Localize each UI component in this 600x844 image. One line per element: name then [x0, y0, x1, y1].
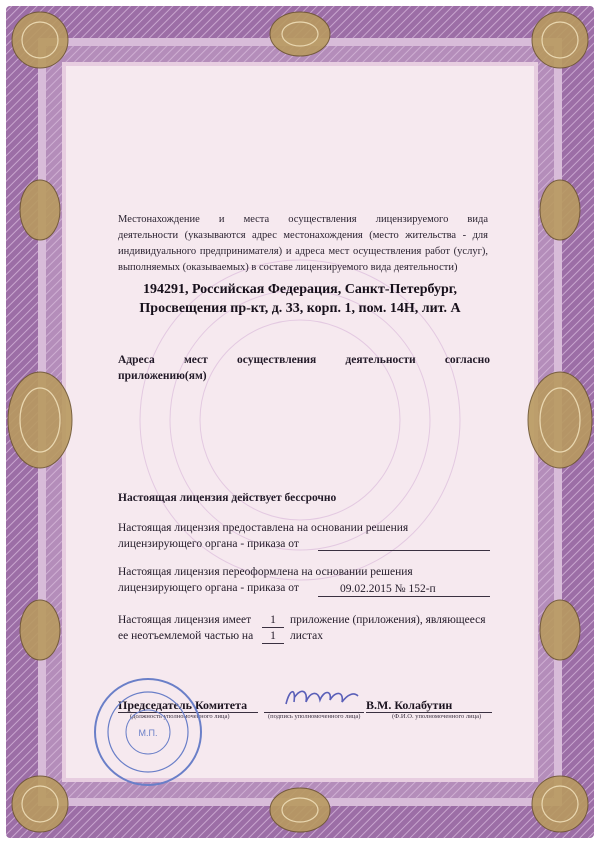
right-ornament-upper — [540, 180, 580, 240]
appendix-line2-left: ее неотъемлемой частью на — [118, 630, 254, 642]
corner-ornament-br — [532, 776, 588, 832]
left-ornament-upper — [20, 180, 60, 240]
appendix-count1: 1 — [270, 614, 276, 626]
left-ornament — [8, 372, 72, 468]
location-heading-line2: деятельности (указываются адрес местонахождения (место жительства - для — [118, 230, 488, 241]
official-seal — [92, 676, 204, 788]
appendix-line1-right: приложение (приложения), являющееся — [290, 614, 486, 626]
signatory-name: В.М. Колабутин — [366, 698, 453, 712]
annex-places-line1: Адреса мест осуществления деятельности согласно — [118, 354, 490, 366]
reissued-line1: Настоящая лицензия переоформлена на основании решения — [118, 566, 413, 578]
bottom-ornament — [270, 788, 330, 832]
right-ornament — [528, 372, 592, 468]
corner-ornament-tr — [532, 12, 588, 68]
appendix-count2: 1 — [270, 630, 276, 642]
annex-places-line2: приложению(ям) — [118, 370, 207, 382]
appendix-line2-right: листах — [290, 630, 324, 642]
sign-caption: (подпись уполномоченного лица) — [268, 713, 361, 720]
address-line1: 194291, Российская Федерация, Санкт-Петербург, — [142, 282, 458, 297]
corner-ornament-bl — [12, 776, 68, 832]
position-caption: (должность уполномоченного лица) — [130, 713, 230, 720]
right-ornament-lower — [540, 600, 580, 660]
appendix-line1-left: Настоящая лицензия имеет — [118, 614, 252, 626]
granted-underline — [318, 550, 490, 551]
granted-line2: лицензирующего органа - приказа от — [118, 538, 299, 550]
address-line2: Просвещения пр-кт, д. 33, корп. 1, пом. 14Н, лит. А — [139, 301, 461, 316]
granted-line1: Настоящая лицензия предоставлена на основании решения — [118, 522, 409, 534]
reissued-line2: лицензирующего органа - приказа от — [118, 582, 299, 594]
location-heading-line3: индивидуального предпринимателя) и адреса мест осуществления работ (услуг), — [118, 246, 488, 257]
location-heading-line1: Местонахождение и места осуществления лицензируемого вида — [118, 214, 488, 225]
reissued-underline — [318, 596, 490, 597]
appendix-count2-underline — [262, 643, 284, 644]
location-heading-line4: выполняемых (оказываемых) в составе лицензируемого вида деятельности) — [118, 262, 458, 273]
signature-scrawl — [282, 684, 362, 712]
name-caption: (Ф.И.О. уполномоченного лица) — [392, 713, 482, 720]
reissued-date: 09.02.2015 № 152-п — [340, 583, 436, 595]
top-ornament — [270, 12, 330, 56]
left-ornament-lower — [20, 600, 60, 660]
validity-text: Настоящая лицензия действует бессрочно — [118, 492, 337, 504]
seal-center: М.П. — [138, 728, 158, 738]
corner-ornament-tl — [12, 12, 68, 68]
signatory-position: Председатель Комитета — [118, 698, 248, 712]
